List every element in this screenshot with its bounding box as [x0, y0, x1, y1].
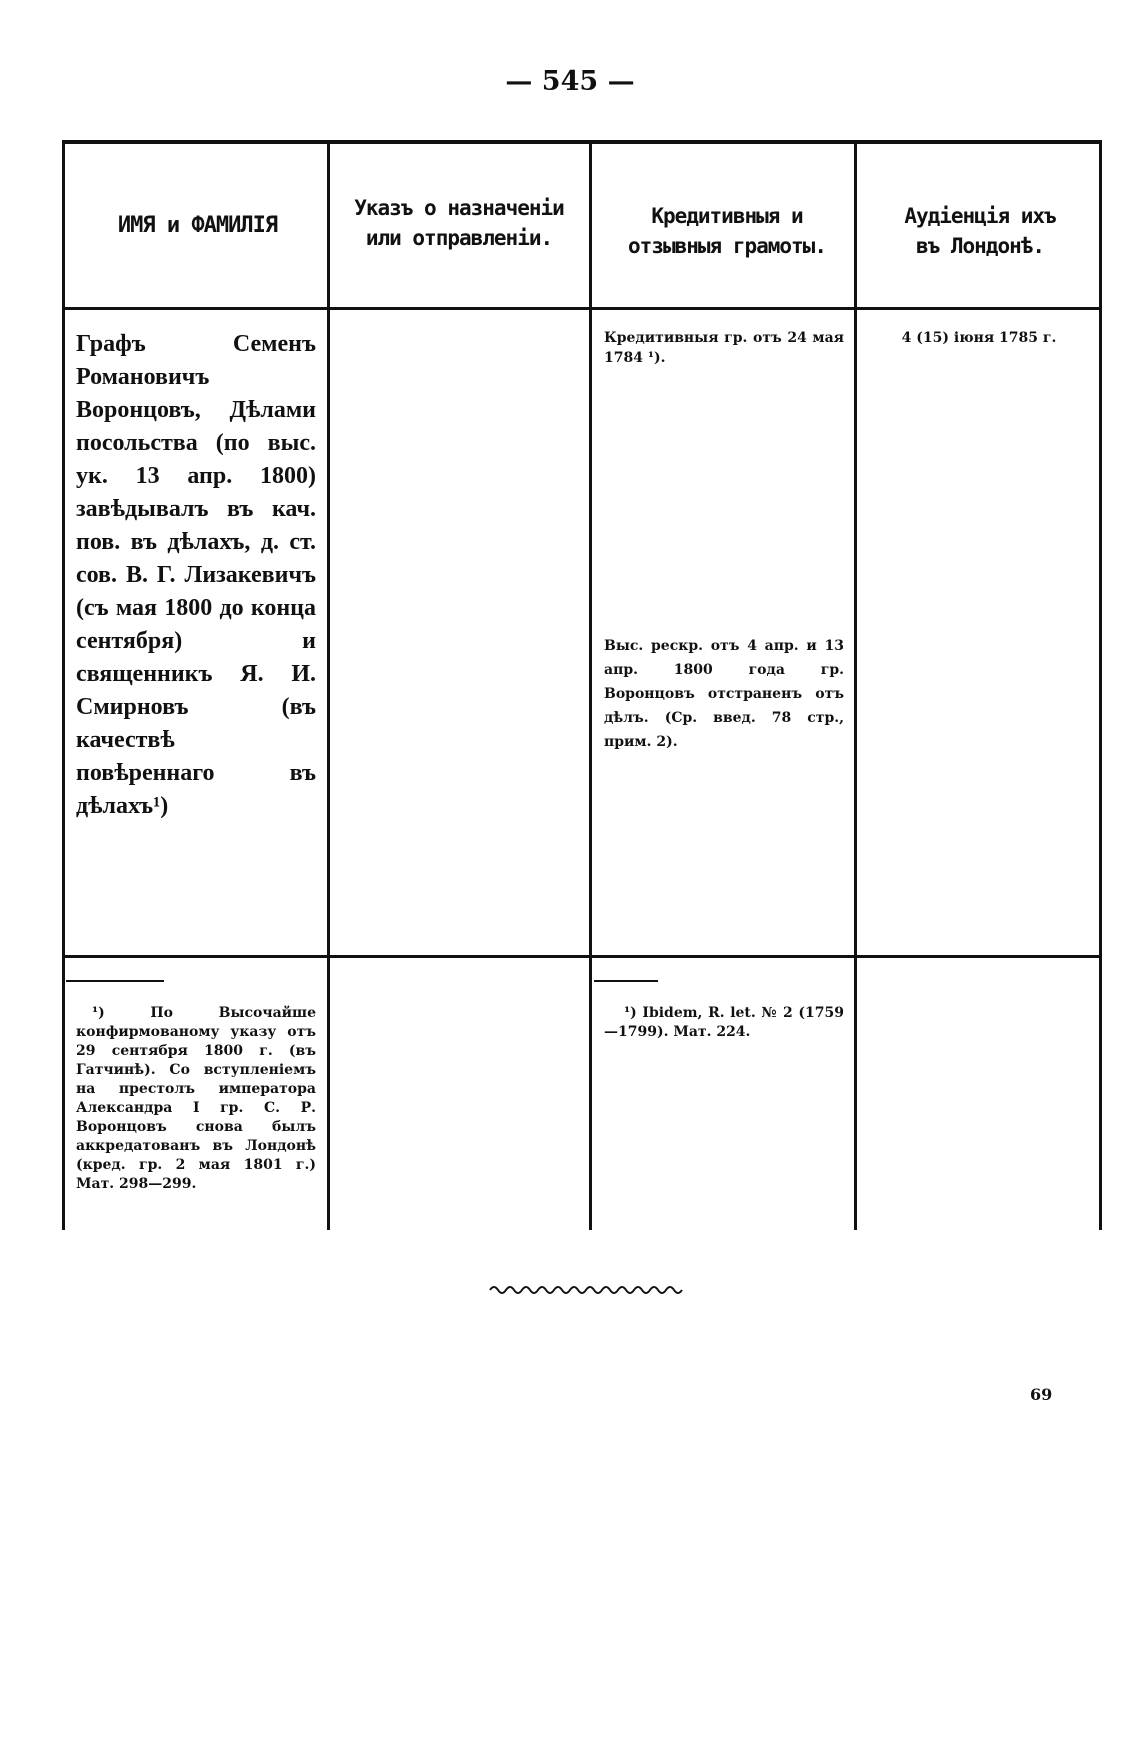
page-number: — 545 —	[505, 66, 635, 97]
footnote-rule-credentials	[594, 980, 658, 982]
credentials-cell-first: Кредитивныя гр. отъ 24 мая 1784 ¹).	[604, 330, 844, 366]
name-cell: Графъ Семенъ Романовичъ Воронцовъ, Дѣлами посольства (по выс. ук. 13 апр. 1800) завѣдывалъ въ кач. пов. въ дѣлахъ, д. ст. сов. В. Г. Лизакевичъ (съ мая 1800 до конца сентября) и священникъ Я. И. Смирновъ (въ качествѣ повѣреннаго въ дѣлахъ¹)	[76, 331, 316, 819]
column-border-left	[62, 140, 65, 1230]
column-border-1	[327, 140, 330, 1230]
ornament-squiggle	[488, 1283, 684, 1295]
header-audience: Аудіенція ихъ въ Лондонѣ.	[904, 203, 1056, 258]
sheet-number: 69	[1030, 1385, 1053, 1404]
footnote-name: ¹) По Высочайше конфирмованому указу отъ 29 сентября 1800 г. (въ Гатчинѣ). Со вступленіемъ на престолъ императора Александра I гр. С. Р. Воронцовъ снова былъ аккредатованъ въ Лондонѣ (кред. гр. 2 мая 1801 г.) Мат. 298—299.	[76, 1005, 316, 1192]
credentials-cell-second: Выс. рескр. отъ 4 апр. и 13 апр. 1800 года гр. Воронцовъ отстраненъ отъ дѣлъ. (Ср. введ. 78 стр., прим. 2).	[604, 638, 844, 750]
body-bottom-border	[62, 955, 1102, 958]
column-border-3	[854, 140, 857, 1230]
header-name: ИМЯ и ФАМИЛІЯ	[117, 212, 278, 238]
header-decree: Указъ о назначеніи или отправленіи.	[354, 195, 564, 250]
header-bottom-border	[62, 307, 1102, 310]
footnote-credentials: ¹) Ibidem, R. let. № 2 (1759—1799). Мат. 224.	[604, 1005, 844, 1040]
footnote-rule-name	[66, 980, 164, 982]
column-border-right	[1099, 140, 1102, 1230]
header-credentials: Кредитивныя и отзывныя грамоты.	[628, 203, 826, 258]
audience-cell: 4 (15) іюня 1785 г.	[901, 330, 1057, 346]
embassy-table	[62, 140, 1102, 1230]
column-border-2	[589, 140, 592, 1230]
